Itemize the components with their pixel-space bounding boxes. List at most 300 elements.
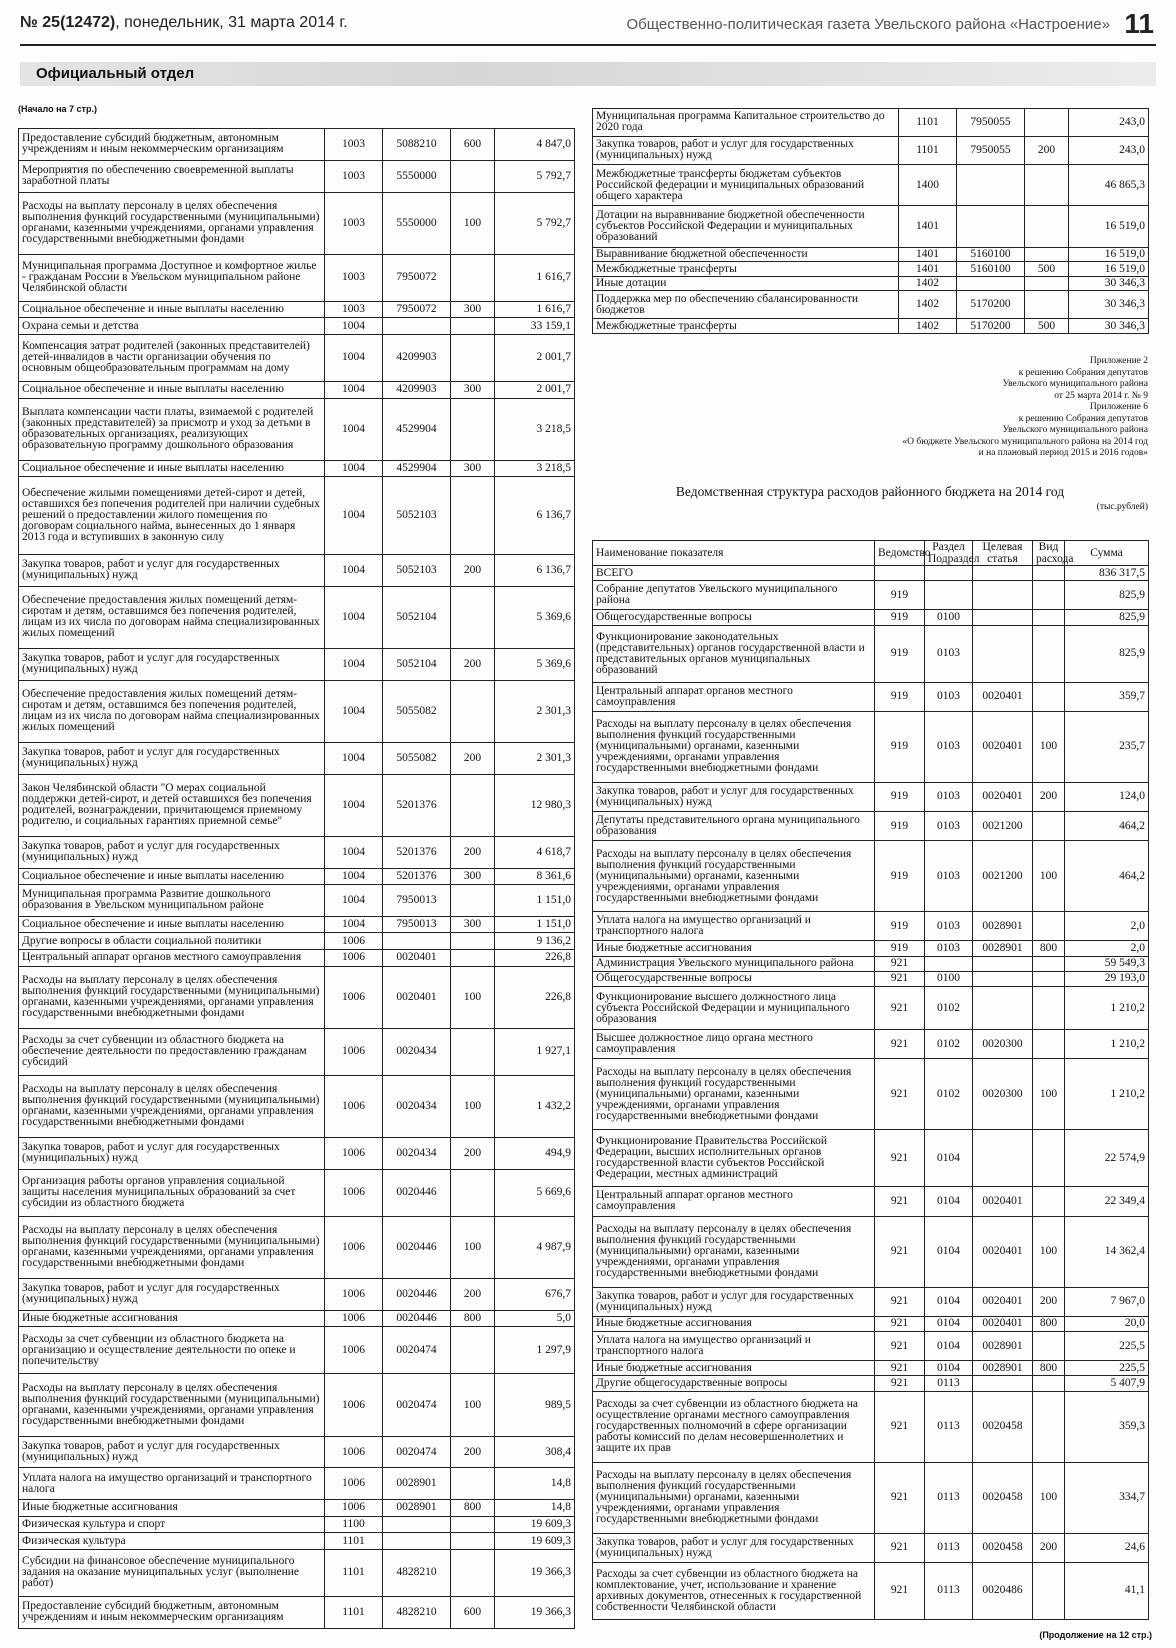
table-row — [593, 1030, 1149, 1059]
expense-type-cell — [451, 933, 495, 950]
section-code-cell: 1006 — [325, 1500, 383, 1517]
table-row — [19, 586, 575, 648]
target-article-cell: 5550000 — [383, 160, 451, 192]
item-name-cell: Расходы на выплату персоналу в целях обеспечения выполнения функций государственными (муниципальными) органами, казенными учреждениями, органами управления государственными внебюджетными фондами — [19, 192, 325, 254]
section-code-cell: 1402 — [899, 319, 957, 334]
target-article-cell: 5052103 — [383, 477, 451, 554]
item-name-cell: Функционирование законодательных (представительных) органов государственной власти и представительных органов муниципальных образований — [593, 625, 875, 682]
target-article-cell — [973, 625, 1033, 682]
item-name-cell: Межбюджетные трансферты бюджетам субъектов Российской федерации и муниципальных образований общего характера — [593, 164, 899, 205]
item-name-cell: Закупка товаров, работ и услуг для государственных (муниципальных) нужд — [19, 554, 325, 586]
table-row — [593, 956, 1149, 971]
section-code-cell: 1006 — [325, 1436, 383, 1468]
section-code-cell: 1101 — [899, 109, 957, 137]
appendix-note — [760, 356, 1148, 460]
table-row — [593, 1216, 1149, 1287]
target-article-cell — [383, 1533, 451, 1550]
amount-cell: 30 346,3 — [1069, 319, 1149, 334]
amount-cell: 4 847,0 — [495, 129, 575, 161]
expense-type-cell: 800 — [1033, 1361, 1065, 1376]
target-article-cell: 0020474 — [383, 1436, 451, 1468]
section-code-cell: 1006 — [325, 933, 383, 950]
amount-cell: 19 366,3 — [495, 1596, 575, 1628]
amount-cell: 19 366,3 — [495, 1549, 575, 1596]
table-row — [19, 742, 575, 774]
table-row — [593, 1391, 1149, 1462]
department-code-cell: 919 — [875, 625, 925, 682]
table-row — [593, 247, 1149, 262]
section-code-cell: 0103 — [925, 812, 973, 841]
column-header: Целевая статья — [973, 541, 1033, 566]
amount-cell: 225,5 — [1065, 1361, 1149, 1376]
department-code-cell: 921 — [875, 1287, 925, 1316]
table-row — [593, 276, 1149, 291]
amount-cell: 2,0 — [1065, 941, 1149, 956]
amount-cell: 2 301,3 — [495, 742, 575, 774]
amount-cell: 1 210,2 — [1065, 1030, 1149, 1059]
target-article-cell: 5088210 — [383, 129, 451, 161]
target-article-cell: 5170200 — [957, 319, 1025, 334]
amount-cell: 226,8 — [495, 950, 575, 967]
expense-type-cell — [451, 334, 495, 381]
item-name-cell: Муниципальная программа Капитальное строительство до 2020 года — [593, 109, 899, 137]
table-row — [593, 610, 1149, 625]
table-row — [593, 682, 1149, 711]
target-article-cell: 0020446 — [383, 1310, 451, 1327]
section-code-cell: 1004 — [325, 460, 383, 477]
target-article-cell: 5201376 — [383, 868, 451, 885]
department-code-cell: 921 — [875, 1030, 925, 1059]
table-row — [19, 1028, 575, 1075]
table-row — [19, 966, 575, 1028]
appendix-line: Увельского муниципального района — [1002, 425, 1148, 435]
section-code-cell: 1004 — [325, 477, 383, 554]
target-article-cell — [957, 206, 1025, 247]
expense-type-cell — [451, 774, 495, 836]
table-row — [19, 129, 575, 161]
target-article-cell: 0028901 — [973, 1361, 1033, 1376]
section-code-cell: 1006 — [325, 1138, 383, 1170]
target-article-cell: 7950013 — [383, 885, 451, 917]
amount-cell: 4 987,9 — [495, 1216, 575, 1278]
expense-type-cell: 100 — [451, 1374, 495, 1436]
section-code-cell: 1004 — [325, 586, 383, 648]
table-row — [593, 987, 1149, 1030]
item-name-cell: Высшее должностное лицо органа местного самоуправления — [593, 1030, 875, 1059]
department-code-cell: 921 — [875, 1187, 925, 1216]
table-row — [19, 1075, 575, 1137]
table-row — [593, 812, 1149, 841]
department-code-cell: 919 — [875, 812, 925, 841]
amount-cell: 1 297,9 — [495, 1327, 575, 1374]
amount-cell: 2 301,3 — [495, 680, 575, 742]
section-code-cell: 1101 — [899, 136, 957, 164]
section-code-cell: 0100 — [925, 610, 973, 625]
section-code-cell: 0102 — [925, 1059, 973, 1130]
item-name-cell: Расходы на выплату персоналу в целях обеспечения выполнения функций государственными (муниципальными) органами, казенными учреждениями, органами управления государственными внебюджетными фондами — [593, 1059, 875, 1130]
expense-type-cell: 100 — [1033, 1059, 1065, 1130]
amount-cell: 4 618,7 — [495, 836, 575, 868]
expense-type-cell — [1033, 625, 1065, 682]
table-row — [19, 160, 575, 192]
expense-type-cell — [1033, 956, 1065, 971]
department-code-cell: 921 — [875, 1376, 925, 1391]
amount-cell: 225,5 — [1065, 1331, 1149, 1360]
section-code-cell: 0103 — [925, 682, 973, 711]
item-name-cell: Компенсация затрат родителей (законных представителей) детей-инвалидов в части организации обучения по основным общеобразовательным программам на дому — [19, 334, 325, 381]
section-code-cell — [925, 956, 973, 971]
item-name-cell: Закупка товаров, работ и услуг для государственных (муниципальных) нужд — [593, 136, 899, 164]
item-name-cell: Расходы на выплату персоналу в целях обеспечения выполнения функций государственными (муниципальными) органами, казенными учреждениями, органами управления государственными внебюджетными фондами — [19, 1374, 325, 1436]
target-article-cell: 5201376 — [383, 774, 451, 836]
item-name-cell: Закупка товаров, работ и услуг для государственных (муниципальных) нужд — [19, 836, 325, 868]
expense-type-cell — [1025, 291, 1069, 319]
target-article-cell: 0020401 — [973, 1287, 1033, 1316]
item-name-cell: Депутаты представительного органа муниципального образования — [593, 812, 875, 841]
amount-cell: 5 792,7 — [495, 160, 575, 192]
appendix-line: Приложение 2 — [1089, 356, 1148, 366]
amount-cell: 3 218,5 — [495, 460, 575, 477]
item-name-cell: Предоставление субсидий бюджетным, автономным учреждениям и иным некоммерческим организациям — [19, 129, 325, 161]
table-row — [19, 950, 575, 967]
section-code-cell: 1402 — [899, 276, 957, 291]
amount-cell: 825,9 — [1065, 625, 1149, 682]
amount-cell: 124,0 — [1065, 782, 1149, 811]
department-code-cell: 921 — [875, 987, 925, 1030]
expense-type-cell: 300 — [451, 301, 495, 318]
table-row — [19, 774, 575, 836]
expense-type-cell: 300 — [451, 381, 495, 398]
section-code-cell: 1004 — [325, 318, 383, 335]
section-code-cell: 1101 — [325, 1549, 383, 1596]
section-code-cell: 1004 — [325, 680, 383, 742]
target-article-cell — [383, 1516, 451, 1533]
expense-type-cell — [1033, 581, 1065, 610]
table-row — [593, 136, 1149, 164]
expense-type-cell: 300 — [451, 460, 495, 477]
amount-cell: 16 519,0 — [1069, 247, 1149, 262]
target-article-cell: 5055082 — [383, 680, 451, 742]
expense-type-cell: 800 — [1033, 941, 1065, 956]
item-name-cell: Расходы на выплату персоналу в целях обеспечения выполнения функций государственными (муниципальными) органами, казенными учреждениями, органами управления государственными внебюджетными фондами — [593, 1462, 875, 1533]
target-article-cell — [383, 933, 451, 950]
table-row — [19, 1216, 575, 1278]
section-code-cell: 1006 — [325, 1327, 383, 1374]
item-name-cell: Мероприятия по обеспечению своевременной выплаты заработной платы — [19, 160, 325, 192]
table-row — [19, 1468, 575, 1500]
target-article-cell: 0020401 — [973, 682, 1033, 711]
column-header: Раздел Подраздел — [925, 541, 973, 566]
target-article-cell — [973, 610, 1033, 625]
item-name-cell: Общегосударственные вопросы — [593, 971, 875, 986]
amount-cell: 825,9 — [1065, 581, 1149, 610]
table-row — [19, 916, 575, 933]
expense-type-cell — [451, 1169, 495, 1216]
expense-type-cell — [451, 160, 495, 192]
amount-cell: 836 317,5 — [1065, 566, 1149, 581]
expense-type-cell: 300 — [451, 868, 495, 885]
item-name-cell: Расходы на выплату персоналу в целях обеспечения выполнения функций государственными (муниципальными) органами, казенными учреждениями, органами управления государственными внебюджетными фондами — [19, 966, 325, 1028]
table-row — [19, 648, 575, 680]
expense-type-cell — [451, 1533, 495, 1550]
amount-cell: 41,1 — [1065, 1562, 1149, 1619]
expense-type-cell: 100 — [1033, 1216, 1065, 1287]
section-code-cell — [925, 566, 973, 581]
table-row — [593, 1562, 1149, 1619]
item-name-cell: Обеспечение предоставления жилых помещений детям-сиротам и детям, оставшимся без попечения родителей, лицам из их числа по договорам найма специализированных жилых помещений — [19, 586, 325, 648]
amount-cell: 1 927,1 — [495, 1028, 575, 1075]
item-name-cell: Другие общегосударственные вопросы — [593, 1376, 875, 1391]
item-name-cell: Расходы за счет субвенции из областного бюджета на организацию и осуществление деятельности по опеке и попечительству — [19, 1327, 325, 1374]
page-header — [20, 8, 1156, 46]
target-article-cell: 0020458 — [973, 1391, 1033, 1462]
table-row — [593, 1187, 1149, 1216]
section-code-cell: 1401 — [899, 247, 957, 262]
department-code-cell: 921 — [875, 1216, 925, 1287]
expense-type-cell — [1033, 1130, 1065, 1187]
amount-cell: 1 151,0 — [495, 916, 575, 933]
amount-cell: 29 193,0 — [1065, 971, 1149, 986]
target-article-cell: 0020401 — [383, 966, 451, 1028]
table-row — [593, 1059, 1149, 1130]
amount-cell: 243,0 — [1069, 109, 1149, 137]
table-row — [19, 318, 575, 335]
table-row — [593, 625, 1149, 682]
table-row — [19, 1500, 575, 1517]
expense-type-cell: 100 — [1033, 711, 1065, 782]
department-code-cell: 919 — [875, 682, 925, 711]
table-row — [19, 1138, 575, 1170]
amount-cell: 6 136,7 — [495, 477, 575, 554]
item-name-cell: Расходы на выплату персоналу в целях обеспечения выполнения функций государственными (муниципальными) органами, казенными учреждениями, органами управления государственными внебюджетными фондами — [593, 1216, 875, 1287]
amount-cell: 464,2 — [1065, 841, 1149, 912]
section-code-cell: 1004 — [325, 774, 383, 836]
column-header: Вид расхода — [1033, 541, 1065, 566]
item-name-cell: Иные бюджетные ассигнования — [593, 941, 875, 956]
departmental-structure-table — [592, 540, 1149, 1620]
item-name-cell: Предоставление субсидий бюджетным, автономным учреждениям и иным некоммерческим организациям — [19, 1596, 325, 1628]
item-name-cell: Физическая культура — [19, 1533, 325, 1550]
department-code-cell: 921 — [875, 1059, 925, 1130]
table-row — [19, 885, 575, 917]
section-code-cell: 1006 — [325, 1169, 383, 1216]
item-name-cell: Социальное обеспечение и иные выплаты населению — [19, 460, 325, 477]
section-code-cell: 1006 — [325, 1075, 383, 1137]
expense-type-cell — [1033, 1030, 1065, 1059]
page-number: 11 — [1124, 8, 1154, 39]
target-article-cell: 4529904 — [383, 460, 451, 477]
amount-cell: 2,0 — [1065, 912, 1149, 941]
target-article-cell: 0020458 — [973, 1533, 1033, 1562]
left-budget-table — [18, 128, 575, 1629]
expense-type-cell: 200 — [451, 1279, 495, 1311]
item-name-cell: Социальное обеспечение и иные выплаты населению — [19, 301, 325, 318]
expense-type-cell: 200 — [1025, 136, 1069, 164]
expense-type-cell — [451, 318, 495, 335]
target-article-cell: 0020458 — [973, 1462, 1033, 1533]
expense-type-cell: 200 — [451, 648, 495, 680]
target-article-cell: 5052104 — [383, 586, 451, 648]
target-article-cell: 7950072 — [383, 301, 451, 318]
expense-type-cell — [451, 398, 495, 460]
item-name-cell: Расходы за счет субвенции из областного бюджета на обеспечение деятельности по предоставлению гражданам субсидий — [19, 1028, 325, 1075]
target-article-cell — [973, 581, 1033, 610]
table-row — [593, 841, 1149, 912]
section-code-cell: 1006 — [325, 966, 383, 1028]
target-article-cell: 5201376 — [383, 836, 451, 868]
amount-cell: 359,3 — [1065, 1391, 1149, 1462]
expense-type-cell: 100 — [1033, 841, 1065, 912]
table-row — [593, 1316, 1149, 1331]
item-name-cell: Закон Челябинской области "О мерах социальной поддержки детей-сирот, и детей оставшихся без попечения родителей, вознаграждении, причитающемся приемному родителю, и социальных гарантиях приемной семье" — [19, 774, 325, 836]
table-row — [19, 868, 575, 885]
item-name-cell: Физическая культура и спорт — [19, 1516, 325, 1533]
table-row — [19, 1596, 575, 1628]
units-label: (тыс.рублей) — [1096, 502, 1148, 512]
expense-type-cell — [1033, 682, 1065, 711]
amount-cell: 676,7 — [495, 1279, 575, 1311]
table-row — [593, 164, 1149, 205]
item-name-cell: Закупка товаров, работ и услуг для государственных (муниципальных) нужд — [19, 1279, 325, 1311]
item-name-cell: Социальное обеспечение и иные выплаты населению — [19, 916, 325, 933]
target-article-cell: 5055082 — [383, 742, 451, 774]
amount-cell: 825,9 — [1065, 610, 1149, 625]
amount-cell: 16 519,0 — [1069, 262, 1149, 277]
section-code-cell: 0104 — [925, 1216, 973, 1287]
department-code-cell: 921 — [875, 1361, 925, 1376]
table-row — [593, 1130, 1149, 1187]
expense-type-cell — [1033, 987, 1065, 1030]
expense-type-cell — [1033, 1187, 1065, 1216]
target-article-cell: 0028901 — [973, 941, 1033, 956]
issue-number: № 25(12472) — [20, 14, 116, 31]
amount-cell: 8 361,6 — [495, 868, 575, 885]
department-code-cell: 919 — [875, 841, 925, 912]
amount-cell: 494,9 — [495, 1138, 575, 1170]
section-code-cell: 1004 — [325, 381, 383, 398]
amount-cell: 3 218,5 — [495, 398, 575, 460]
section-title: Официальный отдел — [36, 65, 195, 82]
item-name-cell: Межбюджетные трансферты — [593, 262, 899, 277]
section-code-cell: 0104 — [925, 1331, 973, 1360]
table-row — [593, 109, 1149, 137]
target-article-cell: 0028901 — [973, 912, 1033, 941]
amount-cell: 226,8 — [495, 966, 575, 1028]
target-article-cell: 4209903 — [383, 334, 451, 381]
expense-type-cell — [1033, 1562, 1065, 1619]
column-header: Наименование показателя — [593, 541, 875, 566]
section-code-cell: 1003 — [325, 192, 383, 254]
amount-cell: 243,0 — [1069, 136, 1149, 164]
expense-type-cell: 500 — [1025, 319, 1069, 334]
item-name-cell: Социальное обеспечение и иные выплаты населению — [19, 868, 325, 885]
amount-cell: 46 865,3 — [1069, 164, 1149, 205]
section-code-cell: 1006 — [325, 1310, 383, 1327]
table-row — [19, 1279, 575, 1311]
expense-type-cell: 200 — [451, 1138, 495, 1170]
target-article-cell — [957, 276, 1025, 291]
item-name-cell: Собрание депутатов Увельского муниципального района — [593, 581, 875, 610]
expense-type-cell: 200 — [1033, 782, 1065, 811]
item-name-cell: Закупка товаров, работ и услуг для государственных (муниципальных) нужд — [19, 1138, 325, 1170]
item-name-cell: Центральный аппарат органов местного самоуправления — [593, 1187, 875, 1216]
amount-cell: 14,8 — [495, 1500, 575, 1517]
section-code-cell: 1003 — [325, 160, 383, 192]
item-name-cell: Обеспечение предоставления жилых помещений детям-сиротам и детям, оставшимся без попечения родителей, лицам из их числа по договорам найма специализированных жилых помещений — [19, 680, 325, 742]
expense-type-cell — [451, 1468, 495, 1500]
section-code-cell: 1004 — [325, 885, 383, 917]
target-article-cell: 0028901 — [973, 1331, 1033, 1360]
target-article-cell: 0020401 — [973, 782, 1033, 811]
expense-type-cell: 800 — [1033, 1316, 1065, 1331]
item-name-cell: Организация работы органов управления социальной защиты населения муниципальных образований за счет субсидии из областного бюджета — [19, 1169, 325, 1216]
amount-cell: 989,5 — [495, 1374, 575, 1436]
amount-cell: 6 136,7 — [495, 554, 575, 586]
section-code-cell: 1004 — [325, 334, 383, 381]
issue-date: , понедельник, 31 марта 2014 г. — [115, 14, 348, 31]
expense-type-cell: 100 — [451, 1216, 495, 1278]
section-code-cell: 1100 — [325, 1516, 383, 1533]
section-code-cell: 1004 — [325, 554, 383, 586]
target-article-cell: 5170200 — [957, 291, 1025, 319]
table-row — [19, 1310, 575, 1327]
item-name-cell: ВСЕГО — [593, 566, 875, 581]
amount-cell: 16 519,0 — [1069, 206, 1149, 247]
target-article-cell: 7950055 — [957, 109, 1025, 137]
section-code-cell: 0104 — [925, 1361, 973, 1376]
expense-type-cell: 200 — [451, 742, 495, 774]
amount-cell: 334,7 — [1065, 1462, 1149, 1533]
target-article-cell: 0020401 — [973, 1316, 1033, 1331]
column-header: Сумма — [1065, 541, 1149, 566]
section-code-cell: 1004 — [325, 916, 383, 933]
target-article-cell: 0020434 — [383, 1028, 451, 1075]
department-code-cell — [875, 566, 925, 581]
expense-type-cell — [451, 1549, 495, 1596]
amount-cell: 22 574,9 — [1065, 1130, 1149, 1187]
table-row — [593, 912, 1149, 941]
expense-type-cell — [1025, 109, 1069, 137]
section-code-cell: 0113 — [925, 1376, 973, 1391]
expense-type-cell — [1033, 971, 1065, 986]
target-article-cell: 0021200 — [973, 841, 1033, 912]
target-article-cell: 4828210 — [383, 1549, 451, 1596]
amount-cell: 12 980,3 — [495, 774, 575, 836]
section-code-cell: 0113 — [925, 1533, 973, 1562]
target-article-cell: 0020474 — [383, 1374, 451, 1436]
appendix-line: от 25 марта 2014 г. № 9 — [1054, 390, 1148, 401]
table-row — [19, 1549, 575, 1596]
item-name-cell: Функционирование высшего должностного лица субъекта Российской Федерации и муниципального образования — [593, 987, 875, 1030]
section-code-cell: 0104 — [925, 1287, 973, 1316]
table-row — [593, 206, 1149, 247]
section-code-cell: 1003 — [325, 301, 383, 318]
item-name-cell: Расходы на выплату персоналу в целях обеспечения выполнения функций государственными (муниципальными) органами, казенными учреждениями, органами управления государственными внебюджетными фондами — [19, 1216, 325, 1278]
department-code-cell: 921 — [875, 1562, 925, 1619]
target-article-cell: 0020401 — [973, 1187, 1033, 1216]
amount-cell: 5 369,6 — [495, 648, 575, 680]
section-code-cell: 1004 — [325, 398, 383, 460]
target-article-cell: 7950013 — [383, 916, 451, 933]
amount-cell: 359,7 — [1065, 682, 1149, 711]
table-row — [19, 554, 575, 586]
table-row — [19, 254, 575, 301]
item-name-cell: Функционирование Правительства Российской Федерации, высших исполнительных органов государственной власти субъектов Российской Федерации, местных администраций — [593, 1130, 875, 1187]
department-code-cell: 921 — [875, 1533, 925, 1562]
item-name-cell: Уплата налога на имущество организаций и транспортного налога — [593, 1331, 875, 1360]
target-article-cell: 0020401 — [973, 1216, 1033, 1287]
table-row — [19, 381, 575, 398]
